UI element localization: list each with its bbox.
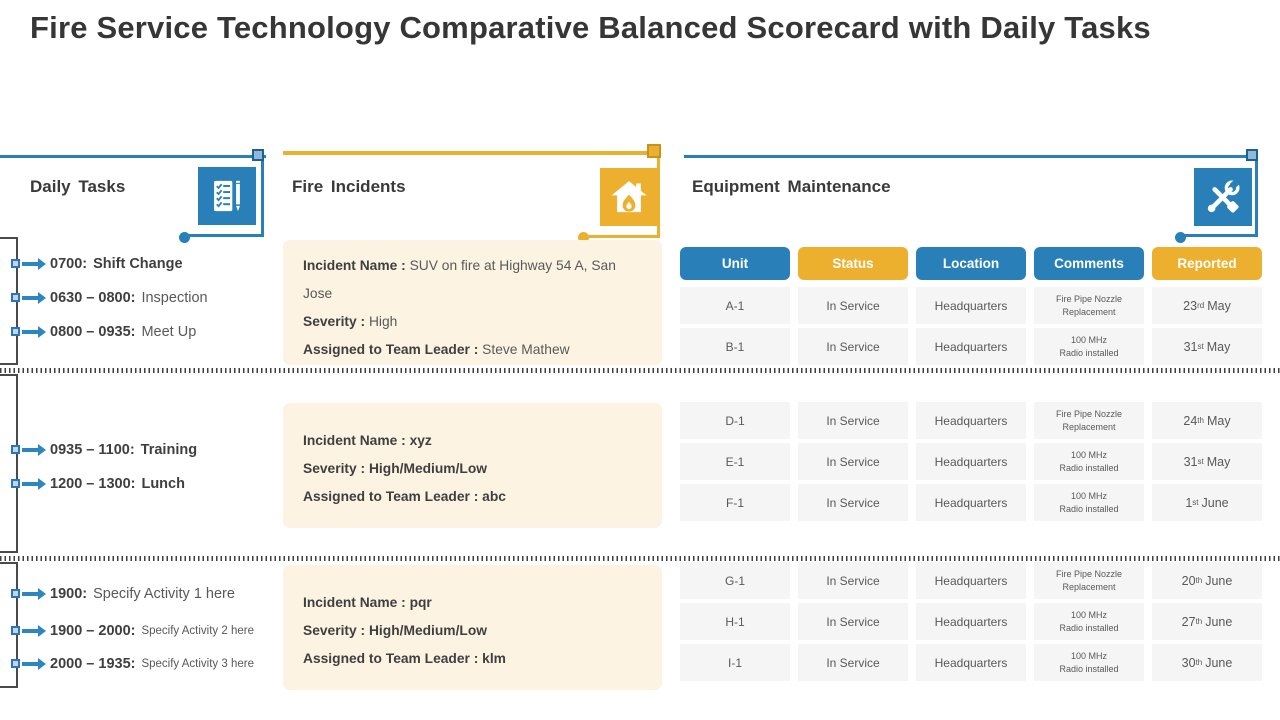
equipment-heading: Equipment Maintenance — [692, 177, 891, 196]
table-group-2 — [680, 402, 1262, 521]
task-item: 0700: Shift Change — [0, 253, 183, 275]
table-row: E-1 In Service Headquarters 100 MHz Radio installed 31 st May — [680, 443, 1262, 480]
column-header-status: Status — [798, 247, 908, 280]
arrow-bullet-icon — [11, 589, 20, 598]
task-item: 0935 – 1100: Training — [0, 439, 197, 461]
table-group-1 — [680, 287, 1262, 365]
dotted-separator-2 — [0, 556, 1280, 561]
table-header-row — [680, 247, 1262, 280]
table-row: F-1 In Service Headquarters 100 MHz Radio installed 1 st June — [680, 484, 1262, 521]
task-item: 1200 – 1300: Lunch — [0, 473, 185, 495]
house-fire-icon — [600, 168, 658, 226]
task-item: 1900: Specify Activity 1 here — [0, 583, 235, 605]
column-header-reported: Reported — [1152, 247, 1262, 280]
task-item: 0630 – 0800: Inspection — [0, 287, 208, 309]
arrow-bullet-icon — [11, 259, 20, 268]
column-header-comments: Comments — [1034, 247, 1144, 280]
checklist-icon — [198, 167, 256, 225]
arrow-bullet-icon — [11, 659, 20, 668]
task-item: 0800 – 0935: Meet Up — [0, 321, 196, 343]
equipment-square-marker — [1246, 149, 1258, 161]
table-group-3 — [680, 562, 1262, 681]
daily-tasks-dot — [179, 232, 190, 243]
arrow-bullet-icon — [11, 445, 20, 454]
task-item: 1900 – 2000: Specify Activity 2 here — [0, 620, 254, 642]
incident-card: Incident Name : pqr Severity : High/Medium/Low Assigned to Team Leader : klm — [283, 565, 662, 690]
table-row: A-1 In Service Headquarters Fire Pipe Nozzle Replacement 23 rd May — [680, 287, 1262, 324]
dotted-separator-1 — [0, 368, 1280, 373]
daily-tasks-square-marker — [252, 149, 264, 161]
incident-card: Incident Name : SUV on fire at Highway 54 A, San Jose Severity : High Assigned to Team Leader : Steve Mathew — [283, 240, 662, 365]
arrow-bullet-icon — [11, 626, 20, 635]
checklist-icon-glyph — [205, 174, 249, 218]
arrow-bullet-icon — [11, 293, 20, 302]
house-fire-icon-glyph — [606, 174, 652, 220]
task-group-bracket-2 — [0, 374, 18, 553]
column-header-unit: Unit — [680, 247, 790, 280]
task-item: 2000 – 1935: Specify Activity 3 here — [0, 653, 254, 675]
page-title: Fire Service Technology Comparative Balanced Scorecard with Daily Tasks — [30, 10, 1151, 45]
fire-incidents-heading: Fire Incidents — [292, 177, 406, 196]
table-row: H-1 In Service Headquarters 100 MHz Radio installed 27 th June — [680, 603, 1262, 640]
daily-tasks-heading: Daily Tasks — [30, 177, 126, 196]
arrow-bullet-icon — [11, 327, 20, 336]
equipment-dot — [1175, 232, 1186, 243]
table-row: I-1 In Service Headquarters 100 MHz Radio installed 30 th June — [680, 644, 1262, 681]
equipment-section-line — [684, 155, 1257, 158]
table-row: G-1 In Service Headquarters Fire Pipe Nozzle Replacement 20 th June — [680, 562, 1262, 599]
tools-icon-glyph — [1201, 175, 1245, 219]
tools-icon — [1194, 168, 1252, 226]
column-header-location: Location — [916, 247, 1026, 280]
table-row: D-1 In Service Headquarters Fire Pipe Nozzle Replacement 24 th May — [680, 402, 1262, 439]
fire-incidents-square-marker — [647, 144, 661, 158]
arrow-bullet-icon — [11, 479, 20, 488]
table-row: B-1 In Service Headquarters 100 MHz Radio installed 31 st May — [680, 328, 1262, 365]
incident-card: Incident Name : xyz Severity : High/Medium/Low Assigned to Team Leader : abc — [283, 403, 662, 528]
